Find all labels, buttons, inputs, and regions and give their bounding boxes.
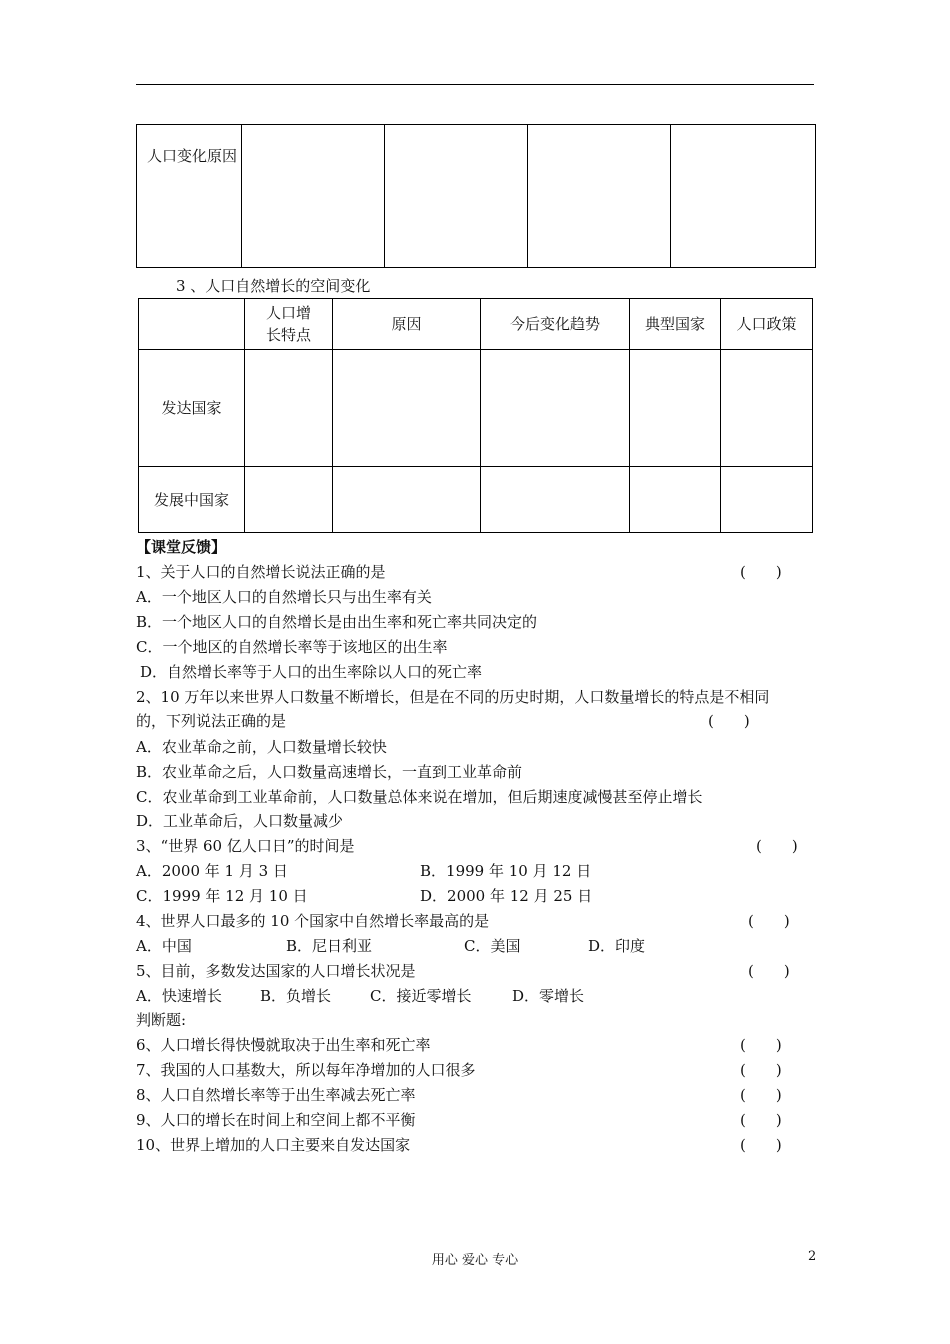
option: A．一个地区人口的自然增长只与出生率有关 xyxy=(136,588,432,606)
judge-item: 7、我国的人口基数大，所以每年净增加的人口很多 xyxy=(136,1061,476,1079)
page-number: 2 xyxy=(808,1249,817,1264)
table-cell xyxy=(528,125,671,268)
answer-paren: ( ) xyxy=(740,1061,782,1079)
table-cell xyxy=(721,467,813,533)
table-row xyxy=(139,350,813,467)
answer-paren: ( ) xyxy=(740,1111,782,1129)
question-1: 1、关于人口的自然增长说法正确的是 xyxy=(136,563,386,581)
population-change-table xyxy=(136,124,816,268)
question-4: 4、世界人口最多的 10 个国家中自然增长率最高的是 xyxy=(136,912,490,930)
option: D．零增长 xyxy=(512,987,585,1005)
answer-paren: ( ) xyxy=(708,712,750,730)
answer-paren: ( ) xyxy=(740,1036,782,1054)
table-cell xyxy=(139,299,245,350)
table-row xyxy=(137,125,816,268)
question-5: 5、目前，多数发达国家的人口增长状况是 xyxy=(136,962,416,980)
option: B．农业革命之后，人口数量高速增长，一直到工业革命前 xyxy=(136,763,523,781)
option: D．自然增长率等于人口的出生率除以人口的死亡率 xyxy=(140,663,483,681)
answer-paren: ( ) xyxy=(756,837,798,855)
column-header: 人口增长特点 xyxy=(245,299,333,350)
footer-text: 用心 爱心 专心 xyxy=(431,1253,519,1268)
answer-paren: ( ) xyxy=(740,1136,782,1154)
option: C．美国 xyxy=(464,937,521,955)
table-cell xyxy=(385,125,528,268)
column-header: 今后变化趋势 xyxy=(481,299,630,350)
table-row xyxy=(139,467,813,533)
section-title: 3 、人口自然增长的空间变化 xyxy=(176,277,371,295)
answer-paren: ( ) xyxy=(748,912,790,930)
option: D．2000 年 12 月 25 日 xyxy=(420,887,593,905)
option: B．一个地区人口的自然增长是由出生率和死亡率共同决定的 xyxy=(136,613,538,631)
table-cell xyxy=(245,467,333,533)
option: A．中国 xyxy=(136,937,192,955)
row-label: 发达国家 xyxy=(139,350,245,467)
option: C．接近零增长 xyxy=(370,987,472,1005)
table-cell xyxy=(630,467,721,533)
column-header: 原因 xyxy=(333,299,481,350)
table-cell xyxy=(671,125,816,268)
table-cell xyxy=(721,350,813,467)
answer-paren: ( ) xyxy=(740,563,782,581)
answer-paren: ( ) xyxy=(748,962,790,980)
feedback-title: 【课堂反馈】 xyxy=(136,538,227,556)
option: B．1999 年 10 月 12 日 xyxy=(420,862,592,880)
table-cell xyxy=(333,350,481,467)
table-cell xyxy=(245,350,333,467)
table-cell xyxy=(242,125,385,268)
question-2: 2、10 万年以来世界人口数量不断增长，但是在不同的历史时期，人口数量增长的特点是不相同 xyxy=(136,688,770,706)
column-header: 典型国家 xyxy=(630,299,721,350)
table-cell xyxy=(481,350,630,467)
header-rule xyxy=(136,84,814,85)
option: A．快速增长 xyxy=(136,987,222,1005)
judge-item: 10、世界上增加的人口主要来自发达国家 xyxy=(136,1136,411,1154)
option: C．一个地区的自然增长率等于该地区的出生率 xyxy=(136,638,448,656)
spatial-change-table xyxy=(138,298,813,533)
column-header: 人口政策 xyxy=(721,299,813,350)
judge-item: 6、人口增长得快慢就取决于出生率和死亡率 xyxy=(136,1036,431,1054)
question-2-cont: 的，下列说法正确的是 xyxy=(136,712,287,730)
table-cell xyxy=(630,350,721,467)
option: C．1999 年 12 月 10 日 xyxy=(136,887,308,905)
option: D．工业革命后，人口数量减少 xyxy=(136,812,344,830)
judge-item: 9、人口的增长在时间上和空间上都不平衡 xyxy=(136,1111,416,1129)
judge-title: 判断题: xyxy=(136,1011,187,1029)
option: D．印度 xyxy=(588,937,646,955)
row-label: 人口变化原因 xyxy=(137,125,242,268)
option: A．2000 年 1 月 3 日 xyxy=(136,862,288,880)
option: B．负增长 xyxy=(260,987,332,1005)
question-3: 3、“世界 60 亿人口日”的时间是 xyxy=(136,837,355,855)
table-cell xyxy=(481,467,630,533)
judge-item: 8、人口自然增长率等于出生率减去死亡率 xyxy=(136,1086,416,1104)
option: B．尼日利亚 xyxy=(286,937,373,955)
answer-paren: ( ) xyxy=(740,1086,782,1104)
row-label: 发展中国家 xyxy=(139,467,245,533)
option: C．农业革命到工业革命前，人口数量总体来说在增加，但后期速度减慢甚至停止增长 xyxy=(136,788,703,806)
table-header-row xyxy=(139,299,813,350)
option: A．农业革命之前，人口数量增长较快 xyxy=(136,738,387,756)
table-cell xyxy=(333,467,481,533)
